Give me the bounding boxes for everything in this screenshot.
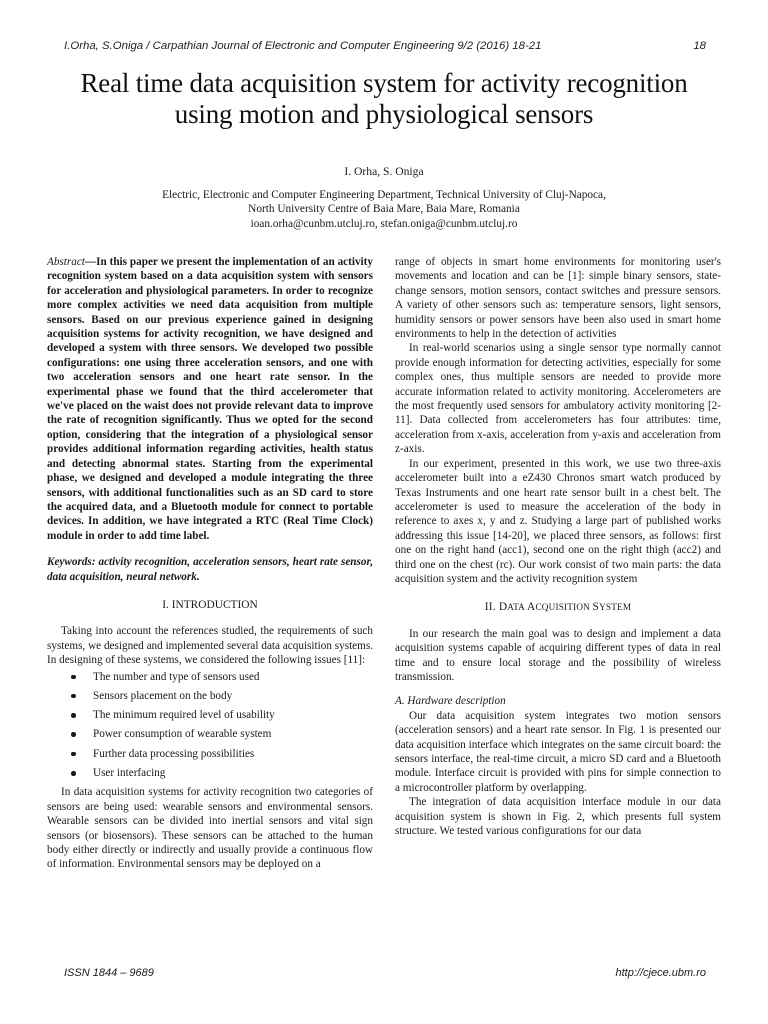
section-heading-data-acquisition: II. DATA ACQUISITION SYSTEM <box>484 601 632 614</box>
affiliation-line-2: North University Centre of Baia Mare, Baia Mare, Romania <box>248 203 520 216</box>
list-item: Further data processing possibilities <box>47 747 373 761</box>
bullet-icon <box>71 675 76 680</box>
bullet-icon <box>71 713 76 718</box>
section-heading-introduction: I. INTRODUCTION <box>162 598 258 611</box>
list-item: Power consumption of wearable system <box>47 727 373 741</box>
title-line-2: using motion and physiological sensors <box>174 99 594 129</box>
intro-paragraph-2: In data acquisition systems for activity recognition two categories of sensors are being used: wearable sensors and environmental sensors. Wearable sensors can be divided into inertial sensors and vital sign sensors (or biosensors). These sensors can be attached to the human body either directly or indirectly and usually provide a continuous flow of information. Environmental sensors may be deployed on a <box>47 786 373 871</box>
bullet-icon <box>71 732 76 737</box>
page-footer <box>64 967 706 979</box>
keywords <box>47 555 373 584</box>
subsection-heading-hardware: A. Hardware description <box>395 695 506 708</box>
authors: I. Orha, S. Oniga <box>344 165 424 178</box>
list-item: The minimum required level of usability <box>47 708 373 722</box>
title-line-1: Real time data acquisition system for activity recognition <box>80 68 688 98</box>
header-citation: I.Orha, S.Oniga / Carpathian Journal of Electronic and Computer Engineering 9/2 (2016) 18-21 <box>64 40 542 52</box>
intro-paragraph-5: In our experiment, presented in this work, we use two three-axis accelerometer built into a eZ430 Chronos smart watch produced by Texas Instruments and one heart rate sensor built in a chest belt. The accelerometer is used to measure the acceleration of the body in reference to axes x, y and z. Studying a large part of published works addressing this issue [14-20], we placed three sensors, as follows: first one on the right hand (acc1), second one on the right thigh (acc2) and third one on the chest (rc). Our work consist of two main parts: the data acquisition system and the activity recognition system <box>395 457 721 585</box>
footer-url: http://cjece.ubm.ro <box>615 967 706 979</box>
keywords-lead: Keywords: <box>47 556 96 569</box>
author-emails: ioan.orha@cunbm.utcluj.ro, stefan.oniga@cunbm.utcluj.ro <box>250 217 518 230</box>
bullet-icon <box>71 694 76 699</box>
list-item: The number and type of sensors used <box>47 670 373 684</box>
right-column <box>395 255 721 838</box>
intro-paragraph-3: range of objects in smart home environments for monitoring user's movements and location and can be [1]: simple binary sensors, state-change sensors, motion sensors, contact switches and pressure sensors. A variety of other sensors such as: temperature sensors, light sensors, humidity sensors or power sensors have been also used in smart home environments to help in the detection of activities <box>395 256 721 341</box>
bullet-icon <box>71 771 76 776</box>
abstract-lead: Abstract <box>47 256 85 268</box>
intro-paragraph-4: In real-world scenarios using a single sensor type normally cannot provide enough information for detecting activities, especially for some complex ones, thus multiple sensors are needed to provide more accurate information related to activity monitoring. Accelerometers are the most frequently used sensors for ambulatory activity monitoring [2-11]. Data collected from accelerometers has four attributes: time, acceleration from x-axis, acceleration from y-axis and acceleration from z-axis. <box>395 342 721 456</box>
list-item: User interfacing <box>47 766 373 780</box>
affiliation-line-1: Electric, Electronic and Computer Engineering Department, Technical University of Cluj-Napoca, <box>162 189 606 201</box>
page-number: 18 <box>693 40 706 52</box>
requirements-list <box>47 670 373 781</box>
section2-paragraph-2: Our data acquisition system integrates two motion sensors (acceleration sensors) and a heart rate sensor. In Fig. 1 is presented our data acquisition interface which integrates on the same circuit board: the sensors interface, the real-time circuit, a micro SD card and a Bluetooth module. Interface circuit is provided with pins for simple connection to a microcontroller platform by overlapping. <box>395 709 721 794</box>
section2-paragraph-1: In our research the main goal was to design and implement a data acquisition systems capable of acquiring different types of data in real time and to ensure local storage and the possibility of wireless transmission. <box>395 627 721 683</box>
bullet-icon <box>71 752 76 757</box>
intro-paragraph-1: Taking into account the references studied, the requirements of such systems, we designed and implemented several data acquisition systems. In designing of these systems, we considered the following issues [11]: <box>47 625 373 667</box>
list-item: Sensors placement on the body <box>47 689 373 703</box>
running-header <box>64 40 706 52</box>
left-column <box>47 255 373 872</box>
paper-title <box>30 68 738 130</box>
keywords-text: activity recognition, acceleration sensors, heart rate sensor, data acquisition, neural network. <box>47 556 373 583</box>
affiliation <box>0 188 768 231</box>
section2-paragraph-3: The integration of data acquisition interface module in our data acquisition system is shown in Fig. 2, which presents full system structure. We tested various configurations for our data <box>395 796 721 838</box>
abstract-text: —In this paper we present the implementation of an activity recognition system based on a data acquisition system with sensors for acceleration and physiological parameters. In order to recognize more complex activities we need data acquisition from multiple sensors. Based on our previous experience gained in designing acquisition systems for activity recognition, we have designed and developed a system with three sensors. We developed two possible configurations: one using three acceleration sensors, and one with two acceleration sensors and one heart rate sensor. In the experimental phase we found that the third accelerometer that we've placed on the waist does not provide relevant data to improve the rate of recognition significantly. Thus we opted for the second option, considering that the integration of a physiological sensor provides additional information regarding activities, health status and detecting abnormal states. Starting from the experimental phase, we designed and developed a module integrating the three sensors, with additional functionalities such as an SD card to store the acquired data, and a Bluetooth module for connect to portable devices. In addition, we have integrated a RTC (Real Time Clock) module in order to add time label. <box>47 256 373 542</box>
footer-issn: ISSN 1844 – 9689 <box>64 967 154 979</box>
abstract <box>47 255 373 543</box>
